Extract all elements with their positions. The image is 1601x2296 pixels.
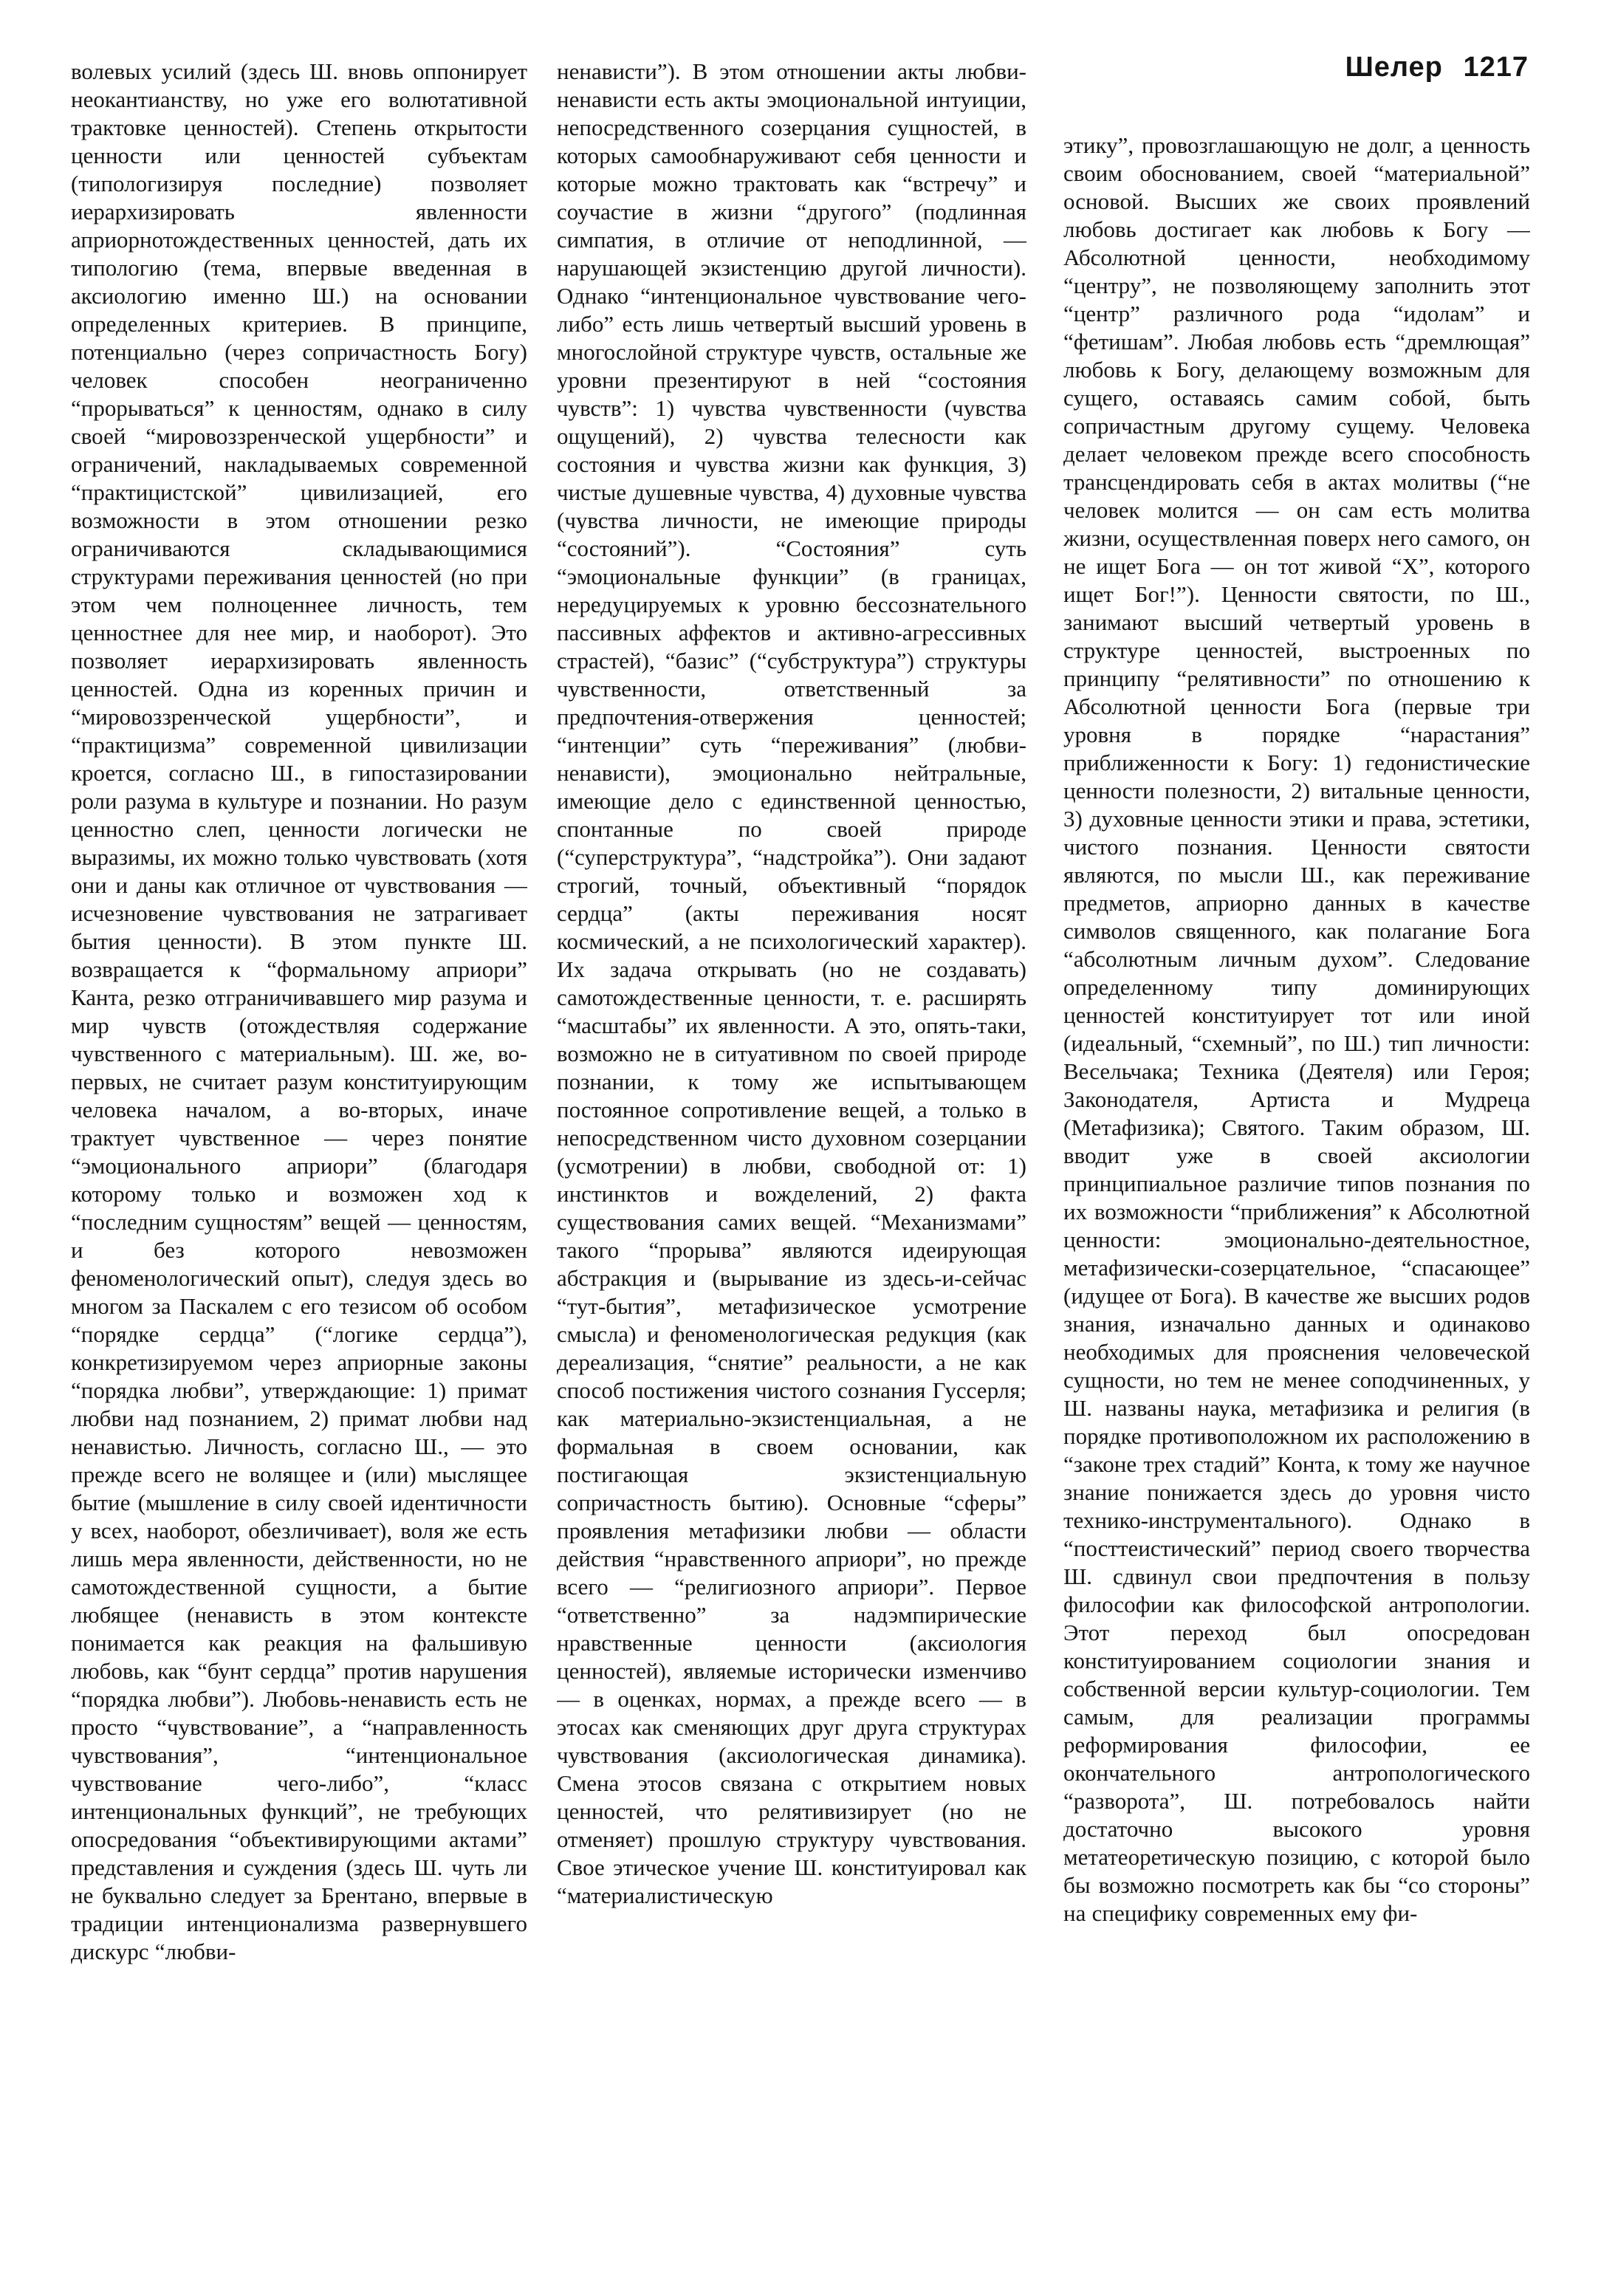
text-column-middle <box>557 58 1026 2273</box>
page-number: 1217 <box>1463 52 1529 83</box>
column-text: ненависти”). В этом отношении акты любви-ненависти есть акты эмоциональной интуиции, непосредственного созерцания сущностей, в которых самообнаруживают себя ценности и которые можно трактовать как “встречу” и соучастие в жизни “другого” (подлинная симпатия, в отличие от неподлинной, — нарушающей экзистенцию другой личности). Однако “интенциональное чувствование чего-либо” есть лишь четвертый высший уровень в многослойной структуре чувств, остальные же уровни презентируют в ней “состояния чувств”: 1) чувства чувственности (чувства ощущений), 2) чувства телесности как состояния и чувства жизни как функция, 3) чистые душевные чувства, 4) духовные чувства (чувства личности, не имеющие природы “состояний”). “Состояния” суть “эмоциональные функции” (в границах, нередуцируемых к уровню бессознательного пассивных аффектов и активно-агрессивных страстей), “базис” (“субструктура”) структуры чувственности, ответственный за предпочтения-отвержения ценностей; “интенции” суть “переживания” (любви-ненависти), эмоционально нейтральные, имеющие дело с единственной ценностью, спонтанные по своей природе (“суперструктура”, “надстройка”). Они задают строгий, точный, объективный “порядок сердца” (акты переживания носят космический, а не психологический характер). Их задача открывать (но не создавать) самотождественные ценности, т. е. расширять “масштабы” их явленности. А это, опять-таки, возможно не в ситуативном по своей природе познании, к тому же испытывающем постоянное сопротивление вещей, а только в непосредственном чисто духовном созерцании (усмотрении) в любви, свободной от: 1) инстинктов и вожделений, 2) факта существования самих вещей. “Механизмами” такого “прорыва” являются идеирующая абстракция и (вырывание из здесь-и-сейчас “тут-бытия”, метафизическое усмотрение смысла) и феноменологическая редукция (как дереализация, “снятие” реальности, а не как способ постижения чистого сознания Гуссерля; как материально-экзистенциальная, а не формальная в своем основании, как постигающая экзистенциальную сопричастность бытию). Основные “сферы” проявления метафизики любви — области действия “нравственного априори”, но прежде всего — “религиозного априори”. Первое “ответственно” за надэмпирические нравственные ценности (аксиология ценностей), являемые исторически изменчиво — в оценках, нормах, а прежде всего — в этосах как сменяющих друг друга структурах чувствования (аксиологическая динамика). Смена этосов связана с открытием новых ценностей, что релятивизирует (но не отменяет) прошлую структуру чувствования. Свое этическое учение Ш. конституировал как “материалистическую <box>557 58 1026 1908</box>
column-text: этику”, провозглашающую не долг, а ценность своим обоснованием, своей “материальной” основой. Высших же своих проявлений любовь достигает как любовь к Богу — Абсолютной ценности, необходимому “центру”, не позволяющему заполнить этот “центр” различного рода “идолам” и “фетишам”. Любая любовь есть “дремлющая” любовь к Богу, делающему возможным для сущего, оставаясь самим собой, быть сопричастным другому сущему. Человека делает человеком прежде всего способность трансцендировать себя в актах молитвы (“не человек молится — он сам есть молитва жизни, осуществленная поверх него самого, он не ищет Бога — он тот живой “X”, которого ищет Бог!”). Ценности святости, по Ш., занимают высший четвертый уровень в структуре ценностей, выстроенных по принципу “релятивности” по отношению к Абсолютной ценности Бога (первые три уровня в порядке “нарастания” приближенности к Богу: 1) гедонистические ценности полезности, 2) витальные ценности, 3) духовные ценности этики и права, эстетики, чистого познания. Ценности святости являются, по мысли Ш., как переживание предметов, априорно данных в качестве символов священного, как полагание Бога “абсолютным личным духом”. Следование определенному типу доминирующих ценностей конституирует тот или иной (идеальный, “схемный”, по Ш.) тип личности: Весельчака; Техника (Деятеля) или Героя; Законодателя, Артиста и Мудреца (Метафизика); Святого. Таким образом, Ш. вводит уже в своей аксиологии принципиальное различие типов познания по их возможности “приближения” к Абсолютной ценности: эмоционально-деятельностное, метафизически-созерцательное, “спасающее” (идущее от Бога). В качестве же высших родов знания, изначально данных и одинаково необходимых для прояснения человеческой сущности, но тем не менее соподчиненных, у Ш. названы наука, метафизика и религия (в порядке противоположном их расположению в “законе трех стадий” Конта, к тому же научное знание понижается здесь до уровня чисто технико-инструментального). Однако в “посттеистический” период своего творчества Ш. сдвинул свои предпочтения в пользу философии как философской антропологии. Этот переход был опосредован конституированием социологии знания и собственной версии культур-социологии. Тем самым, для реализации программы реформирования философии, ее окончательного антропологического “разворота”, Ш. потребовалось найти достаточно высокого уровня метатеоретическую позицию, с которой было бы возможно посмотреть как бы “со стороны” на специфику современных ему фи- <box>1063 132 1530 1926</box>
running-head-title: Шелер <box>1345 52 1443 83</box>
text-column-left <box>71 58 527 2273</box>
column-text: волевых усилий (здесь Ш. вновь оппонирует неокантианству, но уже его волютативной трактовке ценностей). Степень открытости ценности или ценностей субъектам (типологизируя последние) позволяет иерархизировать явленности априорнотождественных ценностей, дать их типологию (тема, впервые введенная в аксиологию именно Ш.) на основании определенных критериев. В принципе, потенциально (через сопричастность Богу) человек способен неограниченно “прорываться” к ценностям, однако в силу своей “мировоззренческой ущербности” и ограничений, накладываемых современной “практицистской” цивилизацией, его возможности в этом отношении резко ограничиваются складывающимися структурами переживания ценностей (но при этом чем полноценнее личность, тем ценностнее для нее мир, и наоборот). Это позволяет иерархизировать явленность ценностей. Одна из коренных причин и “мировоззренческой ущербности”, и “практицизма” современной цивилизации кроется, согласно Ш., в гипостазировании роли разума в культуре и познании. Но разум ценностно слеп, ценности логически не выразимы, их можно только чувствовать (хотя они и даны как отличное от чувствования — исчезновение чувствования не затрагивает бытия ценности). В этом пункте Ш. возвращается к “формальному априори” Канта, резко отграничивавшего мир разума и мир чувств (отождествляя содержание чувственного с материальным). Ш. же, во-первых, не считает разум конституирующим человека началом, а во-вторых, иначе трактует чувственное — через понятие “эмоционального априори” (благодаря которому только и возможен ход к “последним сущностям” вещей — ценностям, и без которого невозможен феноменологический опыт), следуя здесь во многом за Паскалем с его тезисом об особом “порядке сердца” (“логике сердца”), конкретизируемом через априорные законы “порядка любви”, утверждающие: 1) примат любви над познанием, 2) примат любви над ненавистью. Личность, согласно Ш., — это прежде всего не волящее и (или) мыслящее бытие (мышление в силу своей идентичности у всех, наоборот, обезличивает), воля же есть лишь мера явленности, действенности, но не самотождественной сущности, а бытие любящее (ненависть в этом контексте понимается как реакция на фальшивую любовь, как “бунт сердца” против нарушения “порядка любви”). Любовь-ненависть есть не просто “чувствование”, а “направленность чувствования”, “интенциональное чувствование чего-либо”, “класс интенциональных функций”, не требующих опосредования “объективирующими актами” представления и суждения (здесь Ш. чуть ли не буквально следует за Брентано, впервые в традиции интенционализма развернувшего дискурс “любви- <box>71 58 527 1964</box>
text-column-right <box>1063 131 1530 2273</box>
running-head <box>1345 52 1529 83</box>
